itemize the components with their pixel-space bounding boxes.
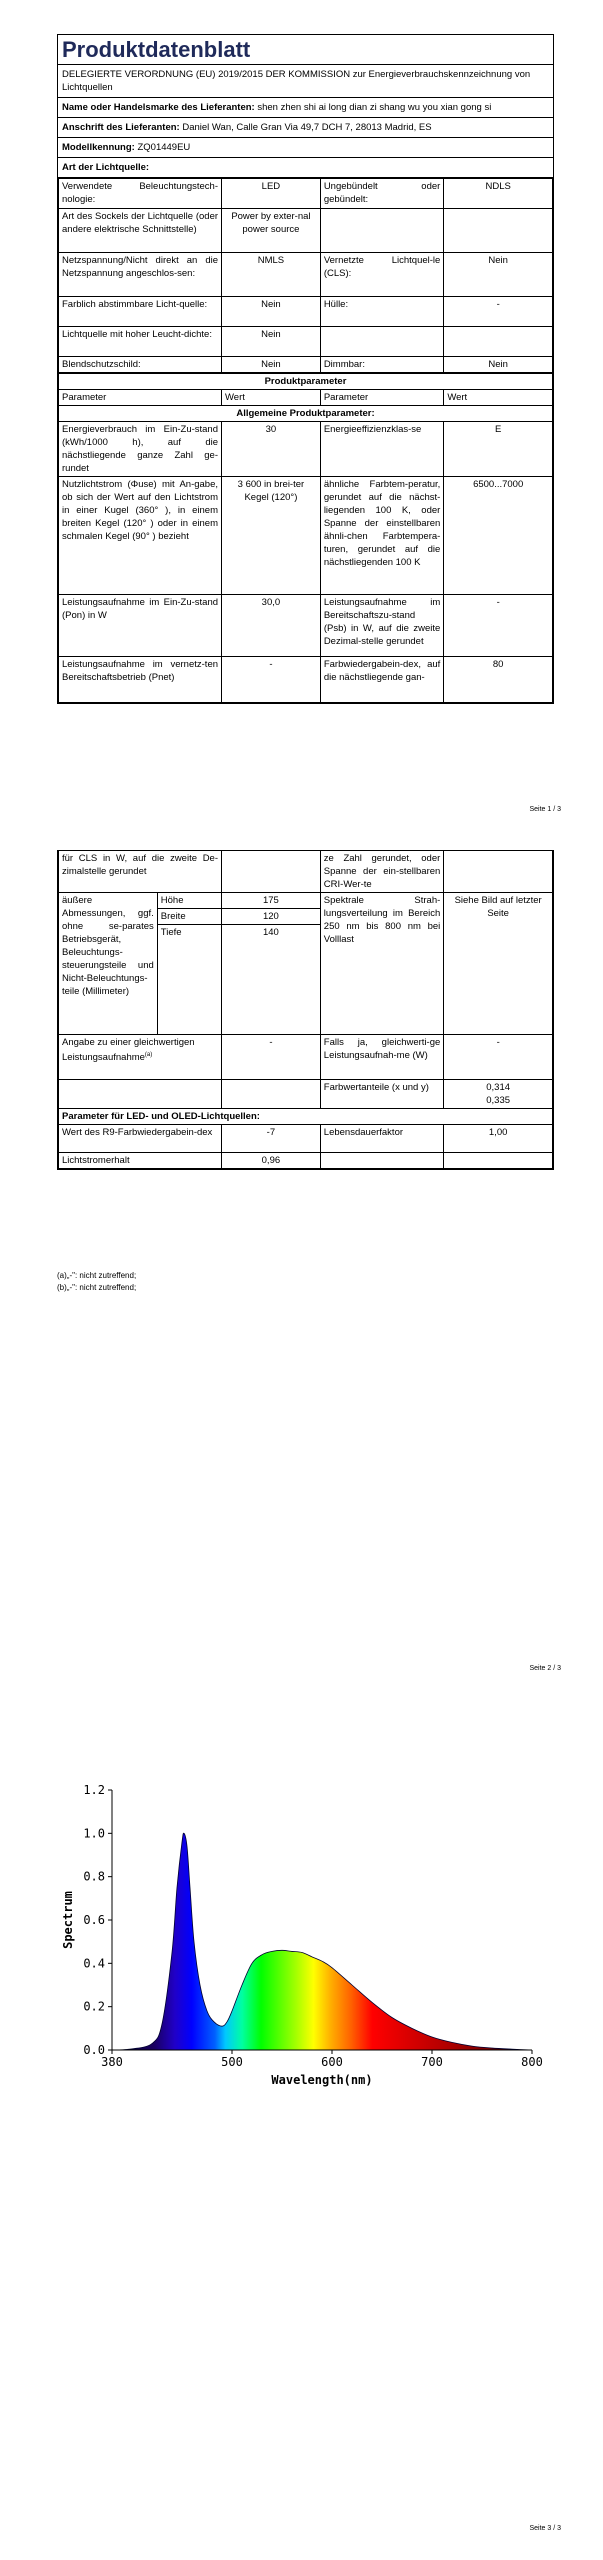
equiv-footnote-mark: (a) [144,1052,153,1058]
product-param-value-1: 30,0 [222,595,321,657]
x-axis-label: Wavelength(nm) [271,2073,373,2087]
light-source-label-1: Blendschutzschild: [59,357,222,373]
dim-height-value: 175 [222,893,321,909]
page-3 [0,1710,603,2560]
equiv-label: Angabe zu einer gleichwertigen Leistungsaufnahme [62,1037,195,1064]
y-tick-label: 0.0 [83,2043,105,2057]
chromaticity-values [444,1080,553,1109]
light-source-value-1: LED [222,179,321,209]
light-source-value-2: NDLS [444,179,553,209]
lumen-maintenance-label: Lichtstromerhalt [59,1153,222,1169]
light-source-value-2: - [444,297,553,327]
y-axis-label: Spectrum [61,1891,75,1949]
x-tick-label: 380 [101,2055,123,2069]
light-source-label-2 [320,327,444,357]
light-source-label-2: Vernetzte Lichtquel-le (CLS): [320,253,444,297]
supplier-name-label: Name oder Handelsmarke des Lieferanten: [62,102,255,113]
supplier-address-value: Daniel Wan, Calle Gran Via 49,7 DCH 7, 28013 Madrid, ES [182,122,432,133]
product-param-label-1: Leistungsaufnahme im vernetz-ten Bereitschaftsbetrieb (Pnet) [59,657,222,703]
equiv-value: - [222,1035,321,1080]
product-param-value-1: 30 [222,422,321,477]
spectrum-area [112,1833,532,2050]
regulation-text: DELEGIERTE VERORDNUNG (EU) 2019/2015 DER KOMMISSION zur Energieverbrauchskennzeichnung von Lichtquellen [58,65,553,98]
light-source-value-2 [444,327,553,357]
cri-label-continued: ze Zahl gerundet, oder Spanne der ein-stellbaren CRI-Wer-te [320,851,444,893]
supplier-name-row [58,98,553,118]
light-source-label-2: Ungebündelt oder gebündelt: [320,179,444,209]
footnote-b: (b)„-": nicht zutreffend; [57,1283,137,1292]
y-ticks [83,1783,112,2057]
dim-depth-value: 140 [222,925,321,1035]
product-params-table [58,373,553,703]
datasheet-page-1 [57,34,554,704]
x-tick-label: 700 [421,2055,443,2069]
page-number: Seite 1 / 3 [529,806,561,813]
standby-networked-continued: für CLS in W, auf die zweite De-zimalstelle gerundet [59,851,222,893]
dim-depth-label: Tiefe [157,925,221,1035]
light-source-label-1: Farblich abstimmbare Licht-quelle: [59,297,222,327]
dim-width-label: Breite [157,909,221,925]
y-tick-label: 1.0 [83,1826,105,1841]
col-value-2: Wert [444,390,553,406]
model-label: Modellkennung: [62,142,135,153]
light-source-row [59,297,553,327]
product-param-value-2: - [444,595,553,657]
chromaticity-label: Farbwertanteile (x und y) [320,1080,444,1109]
footnote-a: (a)„-": nicht zutreffend; [57,1271,137,1280]
product-param-value-1: 3 600 in brei-ter Kegel (120°) [222,477,321,595]
x-ticks [101,2050,543,2069]
equiv-power-value: - [444,1035,553,1080]
product-param-label-1: Leistungsaufnahme im Ein-Zu-stand (Pon) in W [59,595,222,657]
product-param-label-1: Energieverbrauch im Ein-Zu-stand (kWh/1000 h), auf die nächstliegende ganze Zahl ge-rundet [59,422,222,477]
y-tick-label: 0.4 [83,1956,105,1971]
equiv-power-label: Falls ja, gleichwerti-ge Leistungsaufnah-me (W) [320,1035,444,1080]
x-tick-label: 600 [321,2055,343,2069]
r9-value: -7 [222,1125,321,1153]
y-tick-label: 0.6 [83,1913,105,1927]
supplier-address-row [58,118,553,138]
page-number: Seite 3 / 3 [529,2525,561,2532]
supplier-name-value: shen zhen shi ai long dian zi shang wu you xian gong si [257,102,492,113]
survival-factor-label: Lebensdauerfaktor [320,1125,444,1153]
model-value: ZQ01449EU [137,142,191,153]
survival-factor-value: 1,00 [444,1125,553,1153]
product-param-value-1: - [222,657,321,703]
light-source-label-1: Lichtquelle mit hoher Leucht-dichte: [59,327,222,357]
light-source-value-1: NMLS [222,253,321,297]
y-tick-label: 0.8 [83,1869,105,1884]
equiv-power-claim [59,1035,222,1080]
light-source-value-2 [444,209,553,253]
light-source-label-1: Verwendete Beleuchtungstech-nologie: [59,179,222,209]
page-number: Seite 2 / 3 [529,1665,561,1672]
product-param-label-2: Farbwiedergabein-dex, auf die nächstliegende gan- [320,657,444,703]
datasheet-page-2 [57,850,554,1170]
product-params-heading: Produktparameter [59,374,553,390]
supplier-address-label: Anschrift des Lieferanten: [62,122,180,133]
light-source-label-2: Dimmbar: [320,357,444,373]
led-params-heading: Parameter für LED- und OLED-Lichtquellen: [59,1109,553,1125]
light-source-table [58,178,553,373]
page-1 [0,0,603,840]
col-param-1: Parameter [59,390,222,406]
chromaticity-y: 0,335 [486,1095,511,1106]
x-tick-label: 800 [521,2055,543,2069]
light-source-label-1: Netzspannung/Nicht direkt an die Netzspannung angeschlos-sen: [59,253,222,297]
y-tick-label: 0.2 [83,1999,105,2014]
general-params-heading: Allgemeine Produktparameter: [59,406,553,422]
light-source-type-heading: Art der Lichtquelle: [58,158,553,178]
product-param-value-2: 80 [444,657,553,703]
x-tick-label: 500 [221,2055,243,2069]
continued-params-table [58,850,553,1169]
product-param-label-2: Energieeffizienzklas-se [320,422,444,477]
dimensions-label: äußere Abmessungen, ggf. ohne se-parates Betriebsgerät, Beleuchtungs-steuerungsteile und Nicht-Beleuchtungs-teile (Millimeter) [59,893,158,1035]
light-source-row [59,327,553,357]
product-param-row [59,422,553,477]
light-source-value-1: Power by exter-nal power source [222,209,321,253]
product-param-label-1: Nutzlichtstrom (Φuse) mit An-gabe, ob sich der Wert auf den Lichtstrom in einer Kugel (360° ), in einem breiten Kegel (120° ) oder in einem schmalen Kegel (90° ) bezieht [59,477,222,595]
product-param-label-2: Leistungsaufnahme im Bereitschaftszu-stand (Psb) in W, auf die zweite Dezimal-stelle gerundet [320,595,444,657]
light-source-label-2 [320,209,444,253]
light-source-row [59,179,553,209]
product-param-label-2: ähnliche Farbtem-peratur, gerundet auf die nächst-liegenden 100 K, oder Spanne der einstellbaren ähnli-chen Farbtempera-turen, gerundet auf die nächstliegenden 100 K [320,477,444,595]
col-value-1: Wert [222,390,321,406]
light-source-row [59,357,553,373]
footnotes [57,1270,136,1294]
light-source-label-2: Hülle: [320,297,444,327]
y-tick-label: 1.2 [83,1783,105,1797]
light-source-value-1: Nein [222,357,321,373]
spectrum-chart [0,1770,603,2100]
model-row [58,138,553,158]
product-param-row [59,595,553,657]
r9-label: Wert des R9-Farbwiedergabein-dex [59,1125,222,1153]
lumen-maintenance-value: 0,96 [222,1153,321,1169]
light-source-value-1: Nein [222,327,321,357]
product-param-row [59,657,553,703]
light-source-value-2: Nein [444,357,553,373]
spectral-value: Siehe Bild auf letzter Seite [444,893,553,1035]
light-source-value-1: Nein [222,297,321,327]
dim-width-value: 120 [222,909,321,925]
light-source-value-2: Nein [444,253,553,297]
product-param-value-2: 6500...7000 [444,477,553,595]
spectral-label: Spektrale Strah-lungsverteilung im Bereich 250 nm bis 800 nm bei Volllast [320,893,444,1035]
light-source-label-1: Art des Sockels der Lichtquelle (oder andere elektrische Schnittstelle) [59,209,222,253]
light-source-row [59,209,553,253]
dim-height-label: Höhe [157,893,221,909]
product-param-row [59,477,553,595]
page-title: Produktdatenblatt [58,35,553,65]
col-param-2: Parameter [320,390,444,406]
product-param-value-2: E [444,422,553,477]
chromaticity-x: 0,314 [486,1082,511,1093]
light-source-row [59,253,553,297]
page-2 [0,850,603,1700]
